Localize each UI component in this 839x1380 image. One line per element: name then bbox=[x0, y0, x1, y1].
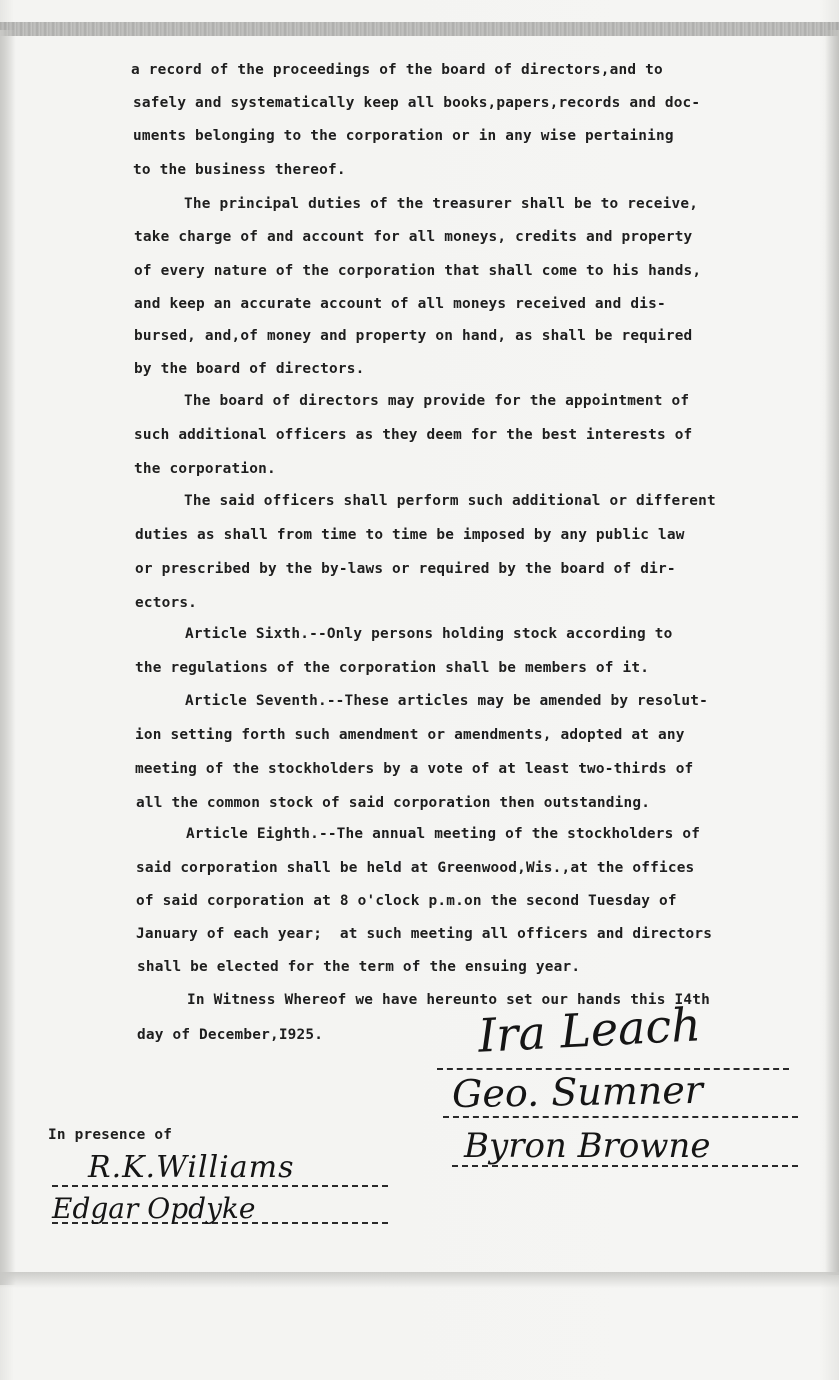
text-line: meeting of the stockholders by a vote of at least two-thirds of bbox=[135, 761, 694, 777]
text-line: the regulations of the corporation shall be members of it. bbox=[135, 660, 650, 676]
page-top-edge bbox=[0, 22, 839, 36]
signature-byron-browne: Byron Browne bbox=[464, 1126, 711, 1166]
text-line: all the common stock of said corporation then outstanding. bbox=[136, 795, 651, 811]
text-line: The said officers shall perform such additional or different bbox=[184, 493, 716, 509]
text-line: duties as shall from time to time be imposed by any public law bbox=[135, 527, 685, 543]
text-line: January of each year; at such meeting all officers and directors bbox=[136, 926, 713, 942]
page-left-shadow bbox=[0, 30, 16, 1285]
witness-signature-opdyke: Edgar Opdyke bbox=[52, 1192, 256, 1225]
witness-line bbox=[52, 1185, 388, 1187]
witness-signature-williams: R.K.Williams bbox=[88, 1150, 295, 1185]
signature-geo-sumner: Geo. Sumner bbox=[451, 1067, 704, 1117]
text-line: safely and systematically keep all books,papers,records and doc- bbox=[133, 95, 701, 111]
text-line: the corporation. bbox=[134, 461, 276, 477]
signature-line bbox=[443, 1116, 798, 1118]
text-line: Article Seventh.--These articles may be amended by resolut- bbox=[185, 693, 708, 709]
text-line: of said corporation at 8 o'clock p.m.on the second Tuesday of bbox=[136, 893, 677, 909]
text-line: Article Sixth.--Only persons holding stock according to bbox=[185, 626, 673, 642]
text-line: by the board of directors. bbox=[134, 361, 365, 377]
text-line: The board of directors may provide for the appointment of bbox=[184, 393, 690, 409]
signature-ira-leach: Ira Leach bbox=[476, 997, 703, 1063]
text-line: shall be elected for the term of the ensuing year. bbox=[137, 959, 581, 975]
text-line: said corporation shall be held at Greenwood,Wis.,at the offices bbox=[136, 860, 695, 876]
text-line: bursed, and,of money and property on hand, as shall be required bbox=[134, 328, 693, 344]
text-line: Article Eighth.--The annual meeting of the stockholders of bbox=[186, 826, 701, 842]
text-line: or prescribed by the by-laws or required by the board of dir- bbox=[135, 561, 676, 577]
in-presence-label: In presence of bbox=[48, 1127, 173, 1143]
page-right-shadow bbox=[825, 30, 839, 1275]
text-line: In Witness Whereof we have hereunto set our hands this I4th bbox=[187, 992, 710, 1008]
text-line: day of December,I925. bbox=[137, 1027, 324, 1043]
text-line: ectors. bbox=[135, 595, 198, 611]
text-line: and keep an accurate account of all moneys received and dis- bbox=[134, 296, 666, 312]
text-line: of every nature of the corporation that shall come to his hands, bbox=[134, 263, 702, 279]
text-line: such additional officers as they deem for the best interests of bbox=[134, 427, 693, 443]
text-line: uments belonging to the corporation or in any wise pertaining bbox=[133, 128, 674, 144]
text-line: a record of the proceedings of the board of directors,and to bbox=[131, 62, 663, 78]
text-line: take charge of and account for all moneys, credits and property bbox=[134, 229, 693, 245]
text-line: to the business thereof. bbox=[133, 162, 346, 178]
text-line: The principal duties of the treasurer shall be to receive, bbox=[184, 196, 699, 212]
page-bottom-shadow bbox=[0, 1272, 839, 1288]
text-line: ion setting forth such amendment or amendments, adopted at any bbox=[135, 727, 685, 743]
